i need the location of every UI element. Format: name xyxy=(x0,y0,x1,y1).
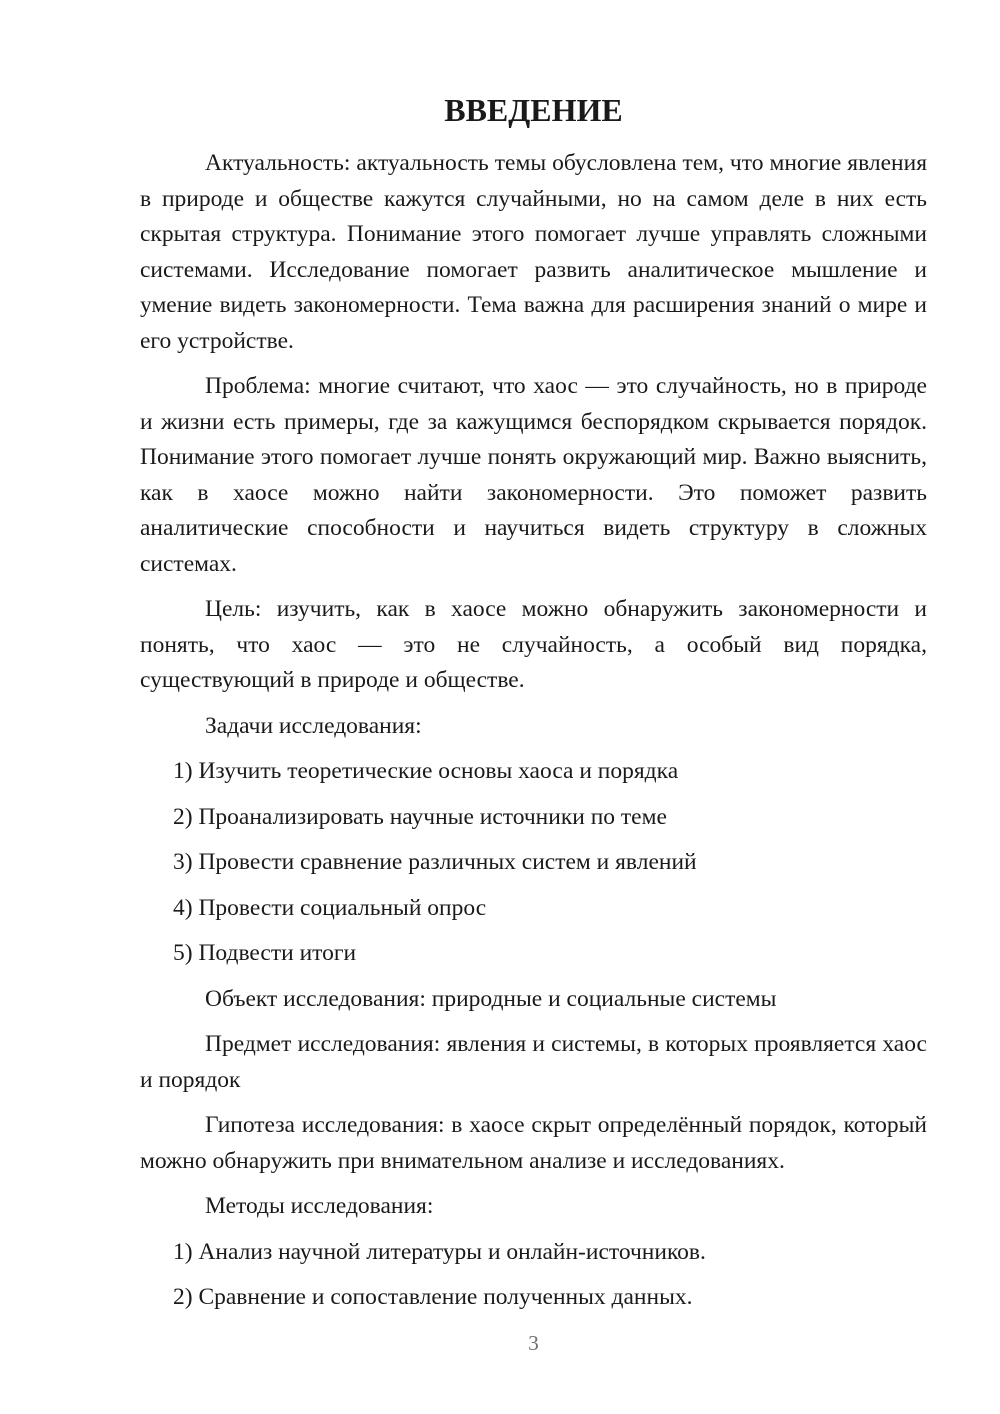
paragraph-relevance: Актуальность: актуальность темы обусловлена тем, что многие явления в природе и обществе кажутся случайными, но на самом деле в них есть скрытая структура. Понимание этого помогает лучше управлять сложными системами. Исследование помогает развить аналитическое мышление и умение видеть закономерности. Тема важна для расширения знаний о мире и его устройстве. xyxy=(140,150,927,354)
paragraph-problem: Проблема: многие считают, что хаос — это случайность, но в природе и жизни есть примеры, где за кажущимся беспорядком скрывается порядок. Понимание этого помогает лучше понять окружающий мир. Важно выяснить, как в хаосе можно найти закономерности. Это поможет развить аналитические способности и научиться видеть структуру в сложных системах. xyxy=(140,373,927,577)
paragraph-subject: Предмет исследования: явления и системы, в которых проявляется хаос и порядок xyxy=(140,1031,927,1093)
paragraph-object: Объект исследования: природные и социальные системы xyxy=(205,985,777,1012)
methods-header: Методы исследования: xyxy=(205,1193,434,1219)
task-item-1: 1) Изучить теоретические основы хаоса и порядка xyxy=(173,758,679,784)
page-title: ВВЕДЕНИЕ xyxy=(444,92,623,128)
task-item-2: 2) Проанализировать научные источники по теме xyxy=(173,803,667,830)
method-item-1: 1) Анализ научной литературы и онлайн-источников. xyxy=(173,1238,706,1265)
paragraph-hypothesis: Гипотеза исследования: в хаосе скрыт определённый порядок, который можно обнаружить при внимательном анализе и исследованиях. xyxy=(140,1112,927,1174)
method-item-2: 2) Сравнение и сопоставление полученных данных. xyxy=(173,1284,693,1310)
task-item-5: 5) Подвести итоги xyxy=(173,940,357,966)
task-item-3: 3) Провести сравнение различных систем и явлений xyxy=(173,849,697,875)
page-number: 3 xyxy=(528,1331,539,1355)
paragraph-goal: Цель: изучить, как в хаосе можно обнаружить закономерности и понять, что хаос — это не случайность, а особый вид порядка, существующий в природе и обществе. xyxy=(140,596,927,693)
task-item-4: 4) Провести социальный опрос xyxy=(173,894,487,921)
tasks-header: Задачи исследования: xyxy=(205,712,422,739)
